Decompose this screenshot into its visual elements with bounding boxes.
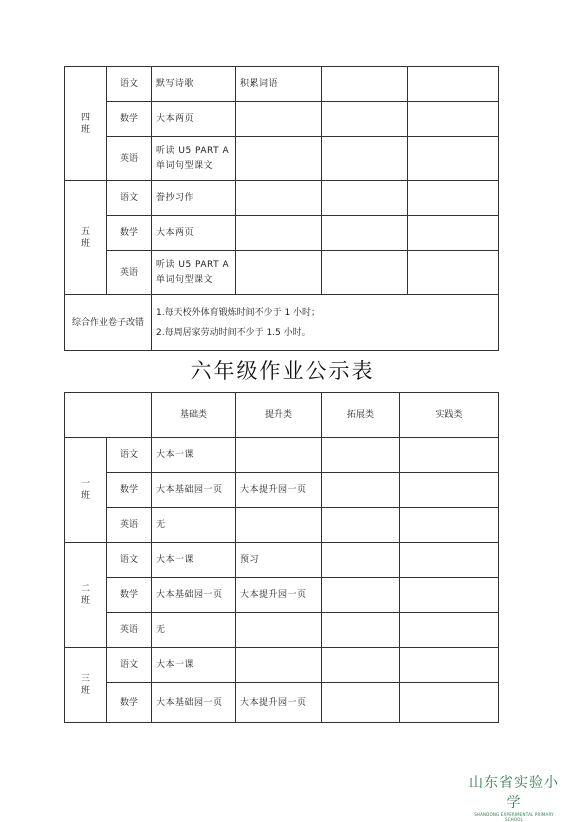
subject-cell: 数学 xyxy=(107,473,152,508)
subject-cell: 数学 xyxy=(107,102,152,137)
homework-cell xyxy=(408,102,499,137)
header-row xyxy=(65,393,499,438)
class-name-cell xyxy=(65,67,107,181)
homework-cell: 默写诗歌 xyxy=(152,67,236,102)
class-name-cell xyxy=(65,438,107,543)
table-row xyxy=(65,543,499,578)
homework-cell: 大本一课 xyxy=(152,648,236,683)
homework-cell xyxy=(236,613,322,648)
subject-cell: 语文 xyxy=(107,438,152,473)
homework-cell xyxy=(236,181,322,216)
subject-cell: 数学 xyxy=(107,578,152,613)
page-title: 六年级作业公示表 xyxy=(190,359,375,383)
homework-cell xyxy=(400,613,499,648)
school-logo xyxy=(468,772,560,822)
notes-row xyxy=(65,295,499,351)
subject-cell: 英语 xyxy=(107,613,152,648)
homework-cell: 积累词语 xyxy=(236,67,322,102)
homework-cell xyxy=(322,578,400,613)
homework-cell xyxy=(400,683,499,723)
homework-cell xyxy=(400,648,499,683)
class-name: 四班 xyxy=(80,112,90,135)
table-row xyxy=(65,578,499,613)
homework-cell xyxy=(322,67,408,102)
top-homework-table xyxy=(64,66,499,351)
homework-cell xyxy=(236,216,322,251)
homework-cell xyxy=(322,473,400,508)
homework-cell xyxy=(408,251,499,295)
subject-cell: 英语 xyxy=(107,137,152,181)
homework-cell xyxy=(236,251,322,295)
homework-cell: 无 xyxy=(152,613,236,648)
homework-cell: 大本基础园一页 xyxy=(152,683,236,723)
homework-cell xyxy=(322,613,400,648)
header-basic: 基础类 xyxy=(152,393,236,438)
subject-cell: 语文 xyxy=(107,543,152,578)
homework-cell xyxy=(322,648,400,683)
homework-cell: 无 xyxy=(152,508,236,543)
homework-cell: 听读 U5 PART A 单词句型课文 xyxy=(152,137,236,181)
homework-cell xyxy=(322,251,408,295)
homework-cell: 大本两页 xyxy=(152,216,236,251)
homework-cell xyxy=(236,102,322,137)
school-logo-english: SHANDONG EXPERIMENTAL PRIMARY SCHOOL xyxy=(474,812,554,822)
subject-cell: 语文 xyxy=(107,181,152,216)
homework-cell xyxy=(400,578,499,613)
homework-cell: 大本提升园一页 xyxy=(236,578,322,613)
subject-cell: 数学 xyxy=(107,216,152,251)
homework-cell xyxy=(236,648,322,683)
header-advanced: 提升类 xyxy=(236,393,322,438)
homework-cell: 大本两页 xyxy=(152,102,236,137)
homework-cell: 预习 xyxy=(236,543,322,578)
table-row xyxy=(65,613,499,648)
table-row xyxy=(65,438,499,473)
homework-cell: 大本提升园一页 xyxy=(236,683,322,723)
homework-cell xyxy=(322,543,400,578)
table-row xyxy=(65,102,499,137)
subject-cell: 语文 xyxy=(107,648,152,683)
homework-cell: 大本提升园一页 xyxy=(236,473,322,508)
note-line: 1.每天校外体育锻炼时间不少于 1 小时； xyxy=(156,307,321,318)
header-blank-cell xyxy=(65,393,152,438)
homework-cell xyxy=(236,508,322,543)
table-row xyxy=(65,137,499,181)
homework-cell xyxy=(400,438,499,473)
homework-cell xyxy=(236,438,322,473)
homework-cell xyxy=(322,137,408,181)
homework-cell: 大本基础园一页 xyxy=(152,578,236,613)
table-row xyxy=(65,508,499,543)
homework-cell xyxy=(322,683,400,723)
homework-cell xyxy=(400,508,499,543)
table-row xyxy=(65,473,499,508)
homework-cell: 听读 U5 PART A 单词句型课文 xyxy=(152,251,236,295)
subject-cell: 数学 xyxy=(107,683,152,723)
header-practice: 实践类 xyxy=(400,393,499,438)
homework-cell xyxy=(322,102,408,137)
homework-cell: 大本基础园一页 xyxy=(152,473,236,508)
homework-cell xyxy=(322,438,400,473)
class-name: 一班 xyxy=(80,479,90,501)
homework-cell xyxy=(408,137,499,181)
homework-cell: 大本一课 xyxy=(152,438,236,473)
homework-cell: 大本一课 xyxy=(152,543,236,578)
grade6-homework-table xyxy=(64,392,499,723)
note-line: 2.每周居家劳动时间不少于 1.5 小时。 xyxy=(156,327,311,338)
homework-cell xyxy=(408,216,499,251)
homework-cell xyxy=(322,508,400,543)
homework-cell xyxy=(408,181,499,216)
subject-cell: 语文 xyxy=(107,67,152,102)
homework-cell xyxy=(400,473,499,508)
homework-cell xyxy=(400,543,499,578)
table-row xyxy=(65,181,499,216)
class-name: 三班 xyxy=(80,674,90,696)
class-name-cell xyxy=(65,543,107,648)
class-name-cell xyxy=(65,181,107,295)
table-row xyxy=(65,216,499,251)
notes-cell xyxy=(152,295,499,351)
class-name: 五班 xyxy=(80,226,90,249)
table-row xyxy=(65,67,499,102)
class-name-cell xyxy=(65,648,107,723)
subject-cell: 英语 xyxy=(107,251,152,295)
homework-cell xyxy=(408,67,499,102)
class-name: 二班 xyxy=(80,584,90,606)
table-row xyxy=(65,648,499,683)
school-logo-name: 山东省实验小学 xyxy=(469,775,559,811)
table-row xyxy=(65,251,499,295)
homework-cell xyxy=(236,137,322,181)
homework-cell: 誊抄习作 xyxy=(152,181,236,216)
notes-label: 综合作业卷子改错 xyxy=(65,295,152,351)
homework-cell xyxy=(322,181,408,216)
subject-cell: 英语 xyxy=(107,508,152,543)
table-row xyxy=(65,683,499,723)
homework-cell xyxy=(322,216,408,251)
header-extension: 拓展类 xyxy=(322,393,400,438)
